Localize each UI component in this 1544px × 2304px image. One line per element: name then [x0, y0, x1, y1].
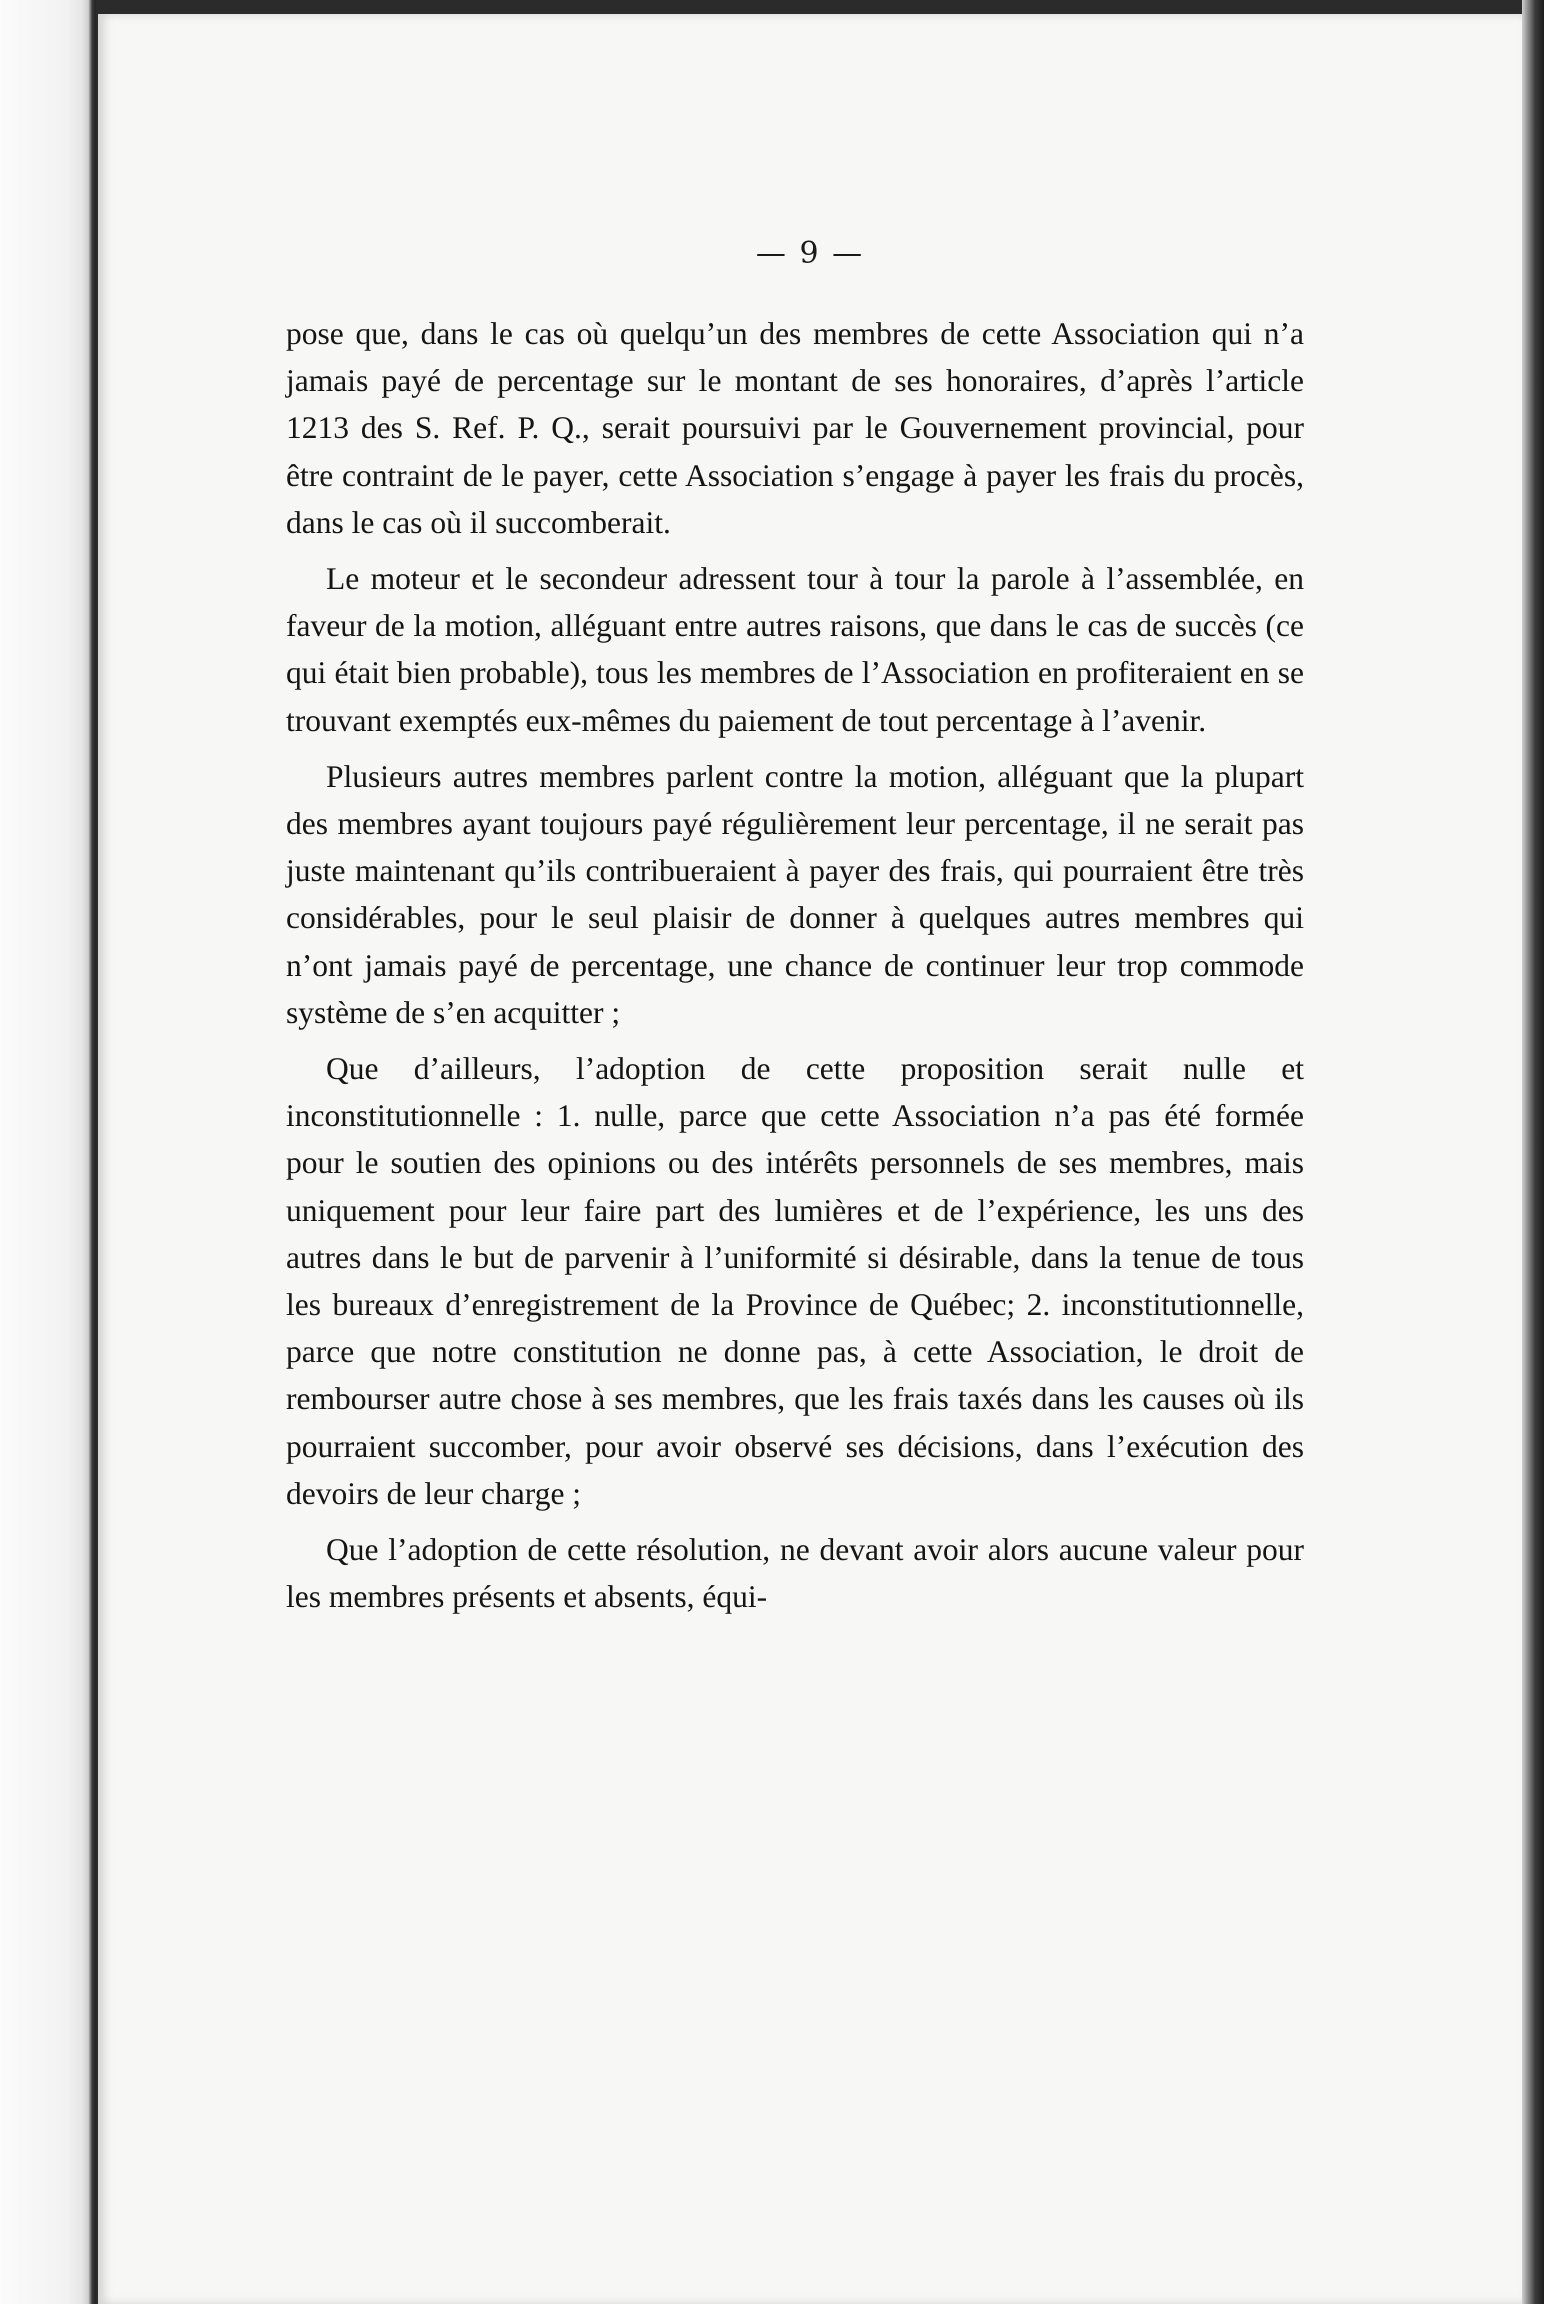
scan-edge [1522, 0, 1544, 2304]
book-page [98, 14, 1522, 2304]
paragraph: Plusieurs autres membres parlent contre la motion, alléguant que la plupart des membres ayant toujours payé régulièrement leur percentage, il ne serait pas juste maintenant qu’ils contribueraient à payer des frais, qui pourraient être très considérables, pour le seul plaisir de donner à quelques autres membres qui n’ont jamais payé de percentage, une chance de continuer leur trop commode système de s’en acquitter ; [286, 758, 1304, 1030]
paragraph: Que l’adoption de cette résolution, ne devant avoir alors aucune valeur pour les membres présents et absents, équi- [286, 1532, 1304, 1615]
paragraph: Le moteur et le secondeur adressent tour à tour la parole à l’assemblée, en faveur de la motion, alléguant entre autres raisons, que dans le cas de succès (ce qui était bien probable), tous les membres de l’Association en profiteraient en se trouvant exemptés eux-mêmes du paiement de tout percentage à l’avenir. [286, 561, 1304, 738]
paragraph: pose que, dans le cas où quelqu’un des membres de cette Association qui n’a jamais payé de percentage sur le montant de ses honoraires, d’après l’article 1213 des S. Ref. P. Q., serait poursuivi par le Gouvernement provincial, pour être contraint de le payer, cette Association s’engage à payer les frais du procès, dans le cas où il succomberait. [286, 316, 1304, 540]
page-number: — 9 — [755, 236, 865, 271]
body-text [286, 310, 1304, 1620]
paragraph: Que d’ailleurs, l’adoption de cette proposition serait nulle et inconstitutionnelle : 1. nulle, parce que cette Association n’a pas été formée pour le soutien des opinions ou des intérêts personnels de ses membres, mais uniquement pour leur faire part des lumières et de l’expérience, les uns des autres dans le but de parvenir à l’uniformité si désirable, dans la tenue de tous les bureaux d’enregistrement de la Province de Québec; 2. inconstitutionnelle, parce que notre constitution ne donne pas, à cette Association, le droit de rembourser autre chose à ses membres, que les frais taxés dans les causes où ils pourraient succomber, pour avoir observé ses décisions, dans l’exécution des devoirs de leur charge ; [286, 1051, 1304, 1511]
book-gutter [0, 0, 96, 2304]
